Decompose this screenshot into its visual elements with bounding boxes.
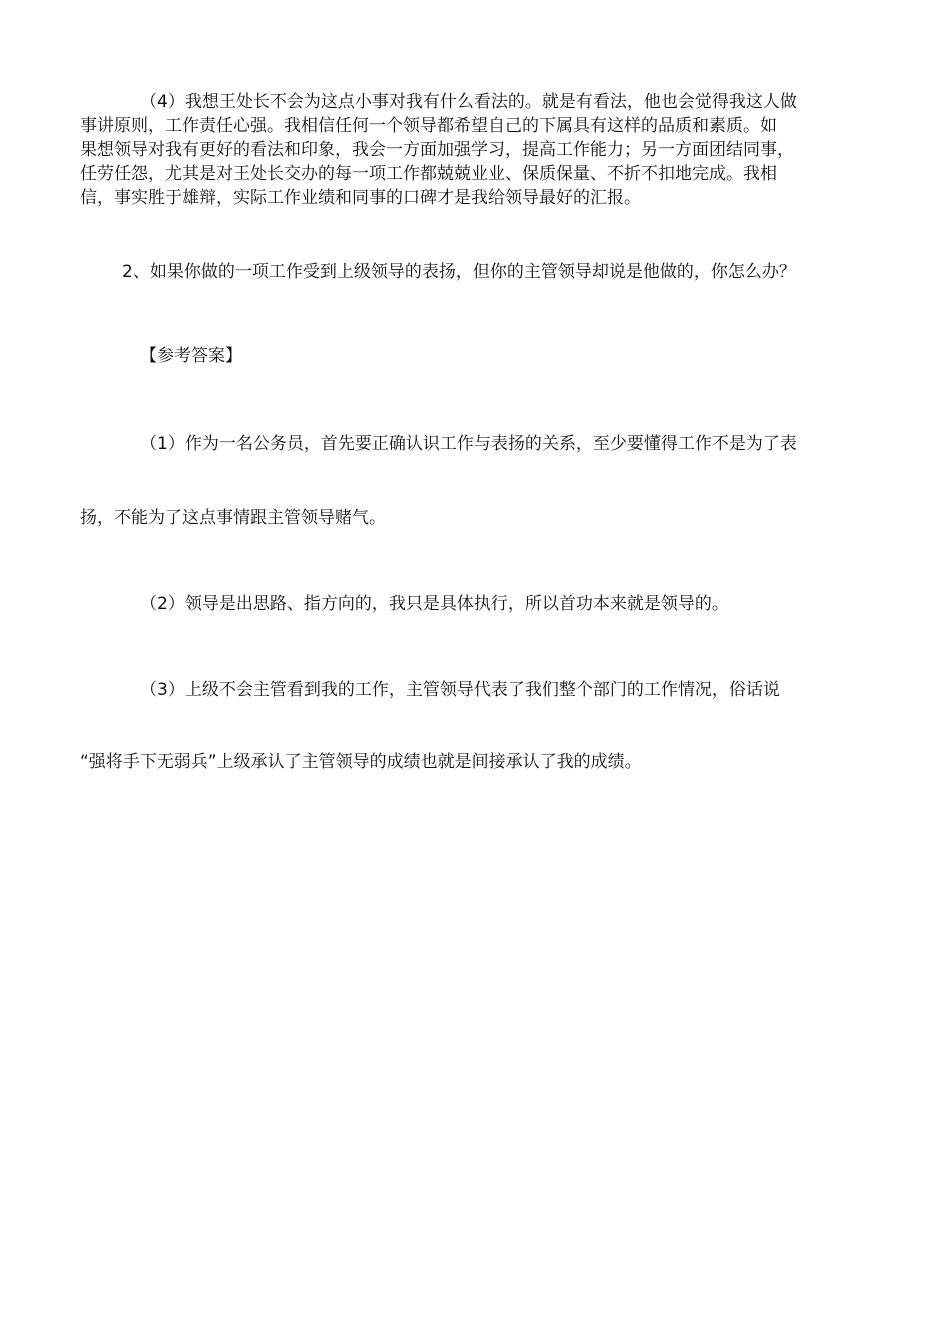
answer-3-line-1: （3）上级不会主管看到我的工作，主管领导代表了我们整个部门的工作情况，俗话说 (140, 680, 780, 700)
paragraph-4-line: 信，事实胜于雄辩，实际工作业绩和同事的口碑才是我给领导最好的汇报。 (80, 188, 641, 208)
paragraph-4-line: （4）我想王处长不会为这点小事对我有什么看法的。就是有看法，他也会觉得我这人做 (140, 92, 797, 112)
paragraph-4 (80, 90, 797, 210)
question-2: 2、如果你做的一项工作受到上级领导的表扬，但你的主管领导却说是他做的，你怎么办？ (122, 262, 796, 282)
answer-3-line-2: “强将手下无弱兵”上级承认了主管领导的成绩也就是间接承认了我的成绩。 (80, 752, 642, 772)
answer-heading: 【参考答案】 (140, 346, 242, 366)
answer-2: （2）领导是出思路、指方向的，我只是具体执行，所以首功本来就是领导的。 (140, 594, 729, 614)
answer-1-line-1: （1）作为一名公务员，首先要正确认识工作与表扬的关系，至少要懂得工作不是为了表 (140, 434, 797, 454)
answer-1-line-2: 扬，不能为了这点事情跟主管领导赌气。 (80, 508, 386, 528)
paragraph-4-line: 任劳任怨，尤其是对王处长交办的每一项工作都兢兢业业、保质保量、不折不扣地完成。我相 (80, 164, 777, 184)
paragraph-4-line: 果想领导对我有更好的看法和印象，我会一方面加强学习，提高工作能力；另一方面团结同事， (80, 140, 794, 160)
paragraph-4-line: 事讲原则，工作责任心强。我相信任何一个领导都希望自己的下属具有这样的品质和素质。如 (80, 116, 777, 136)
